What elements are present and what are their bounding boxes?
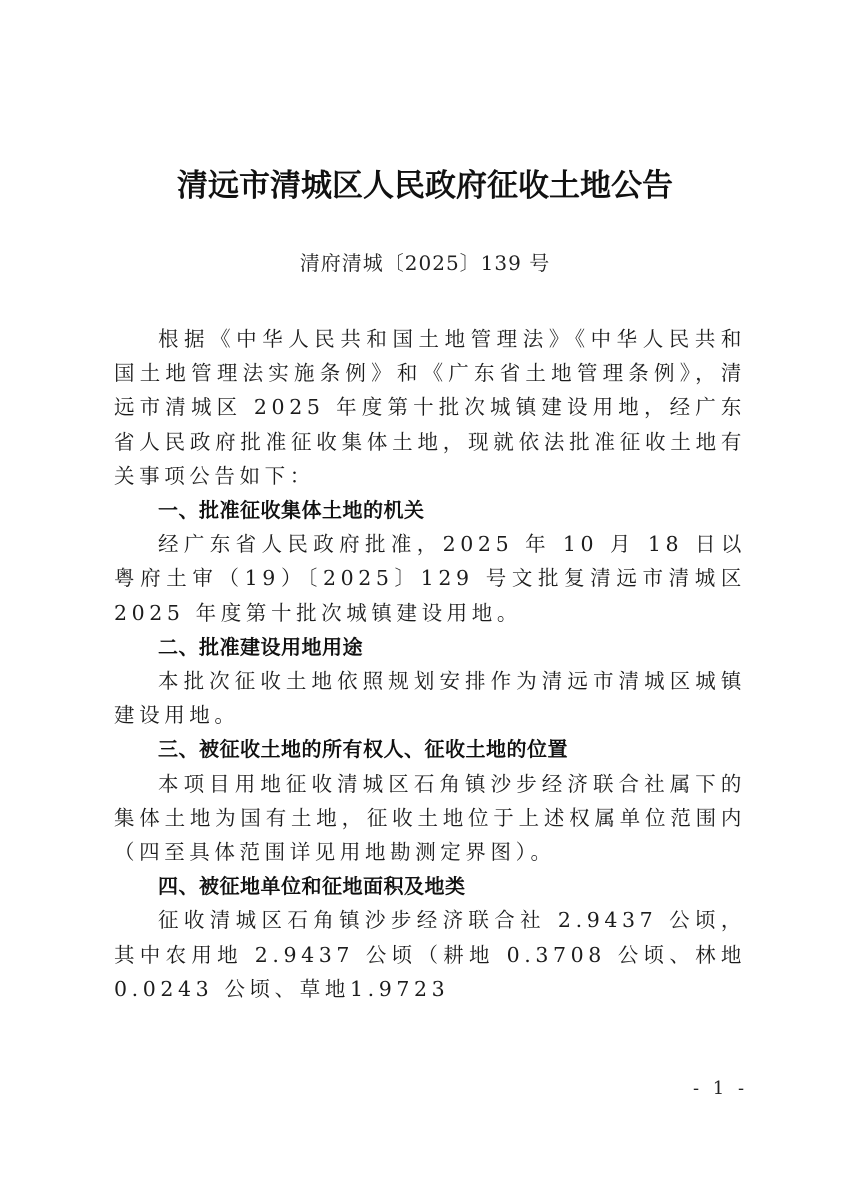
document-number: 清府清城〔2025〕139 号 bbox=[299, 251, 551, 275]
section-paragraph-4: 征收清城区石角镇沙步经济联合社 2.9437 公顷，其中农用地 2.9437 公顷（耕地 0.3708 公顷、林地 0.0243 公顷、草地1.9723 bbox=[114, 908, 746, 1001]
section-paragraph-3: 本项目用地征收清城区石角镇沙步经济联合社属下的集体土地为国有土地，征收土地位于上述权属单位范围内（四至具体范围详见用地勘测定界图）。 bbox=[114, 771, 746, 865]
section-paragraph-2: 本批次征收土地依照规划安排作为清远市清城区城镇建设用地。 bbox=[114, 669, 746, 728]
section-heading-1: 一、批准征收集体土地的机关 bbox=[158, 498, 425, 523]
intro-paragraph: 根据《中华人民共和国土地管理法》《中华人民共和国土地管理法实施条例》和《广东省土地管理条例》，清远市清城区 2025 年度第十批次城镇建设用地，经广东省人民政府批准征收集体土地，现就依法批准征收土地有关事项公告如下： bbox=[114, 327, 746, 488]
document-body bbox=[114, 322, 746, 1006]
section-heading-3: 三、被征收土地的所有权人、征收土地的位置 bbox=[158, 737, 568, 762]
document-title: 清远市清城区人民政府征收土地公告 bbox=[177, 168, 673, 204]
section-paragraph-1: 经广东省人民政府批准，2025 年 10 月 18 日以粤府土审（19）〔2025〕129 号文批复清远市清城区 2025 年度第十批次城镇建设用地。 bbox=[114, 532, 746, 625]
page-number: - 1 - bbox=[693, 1078, 749, 1099]
section-heading-4: 四、被征地单位和征地面积及地类 bbox=[158, 874, 466, 899]
section-heading-2: 二、批准建设用地用途 bbox=[158, 634, 363, 659]
